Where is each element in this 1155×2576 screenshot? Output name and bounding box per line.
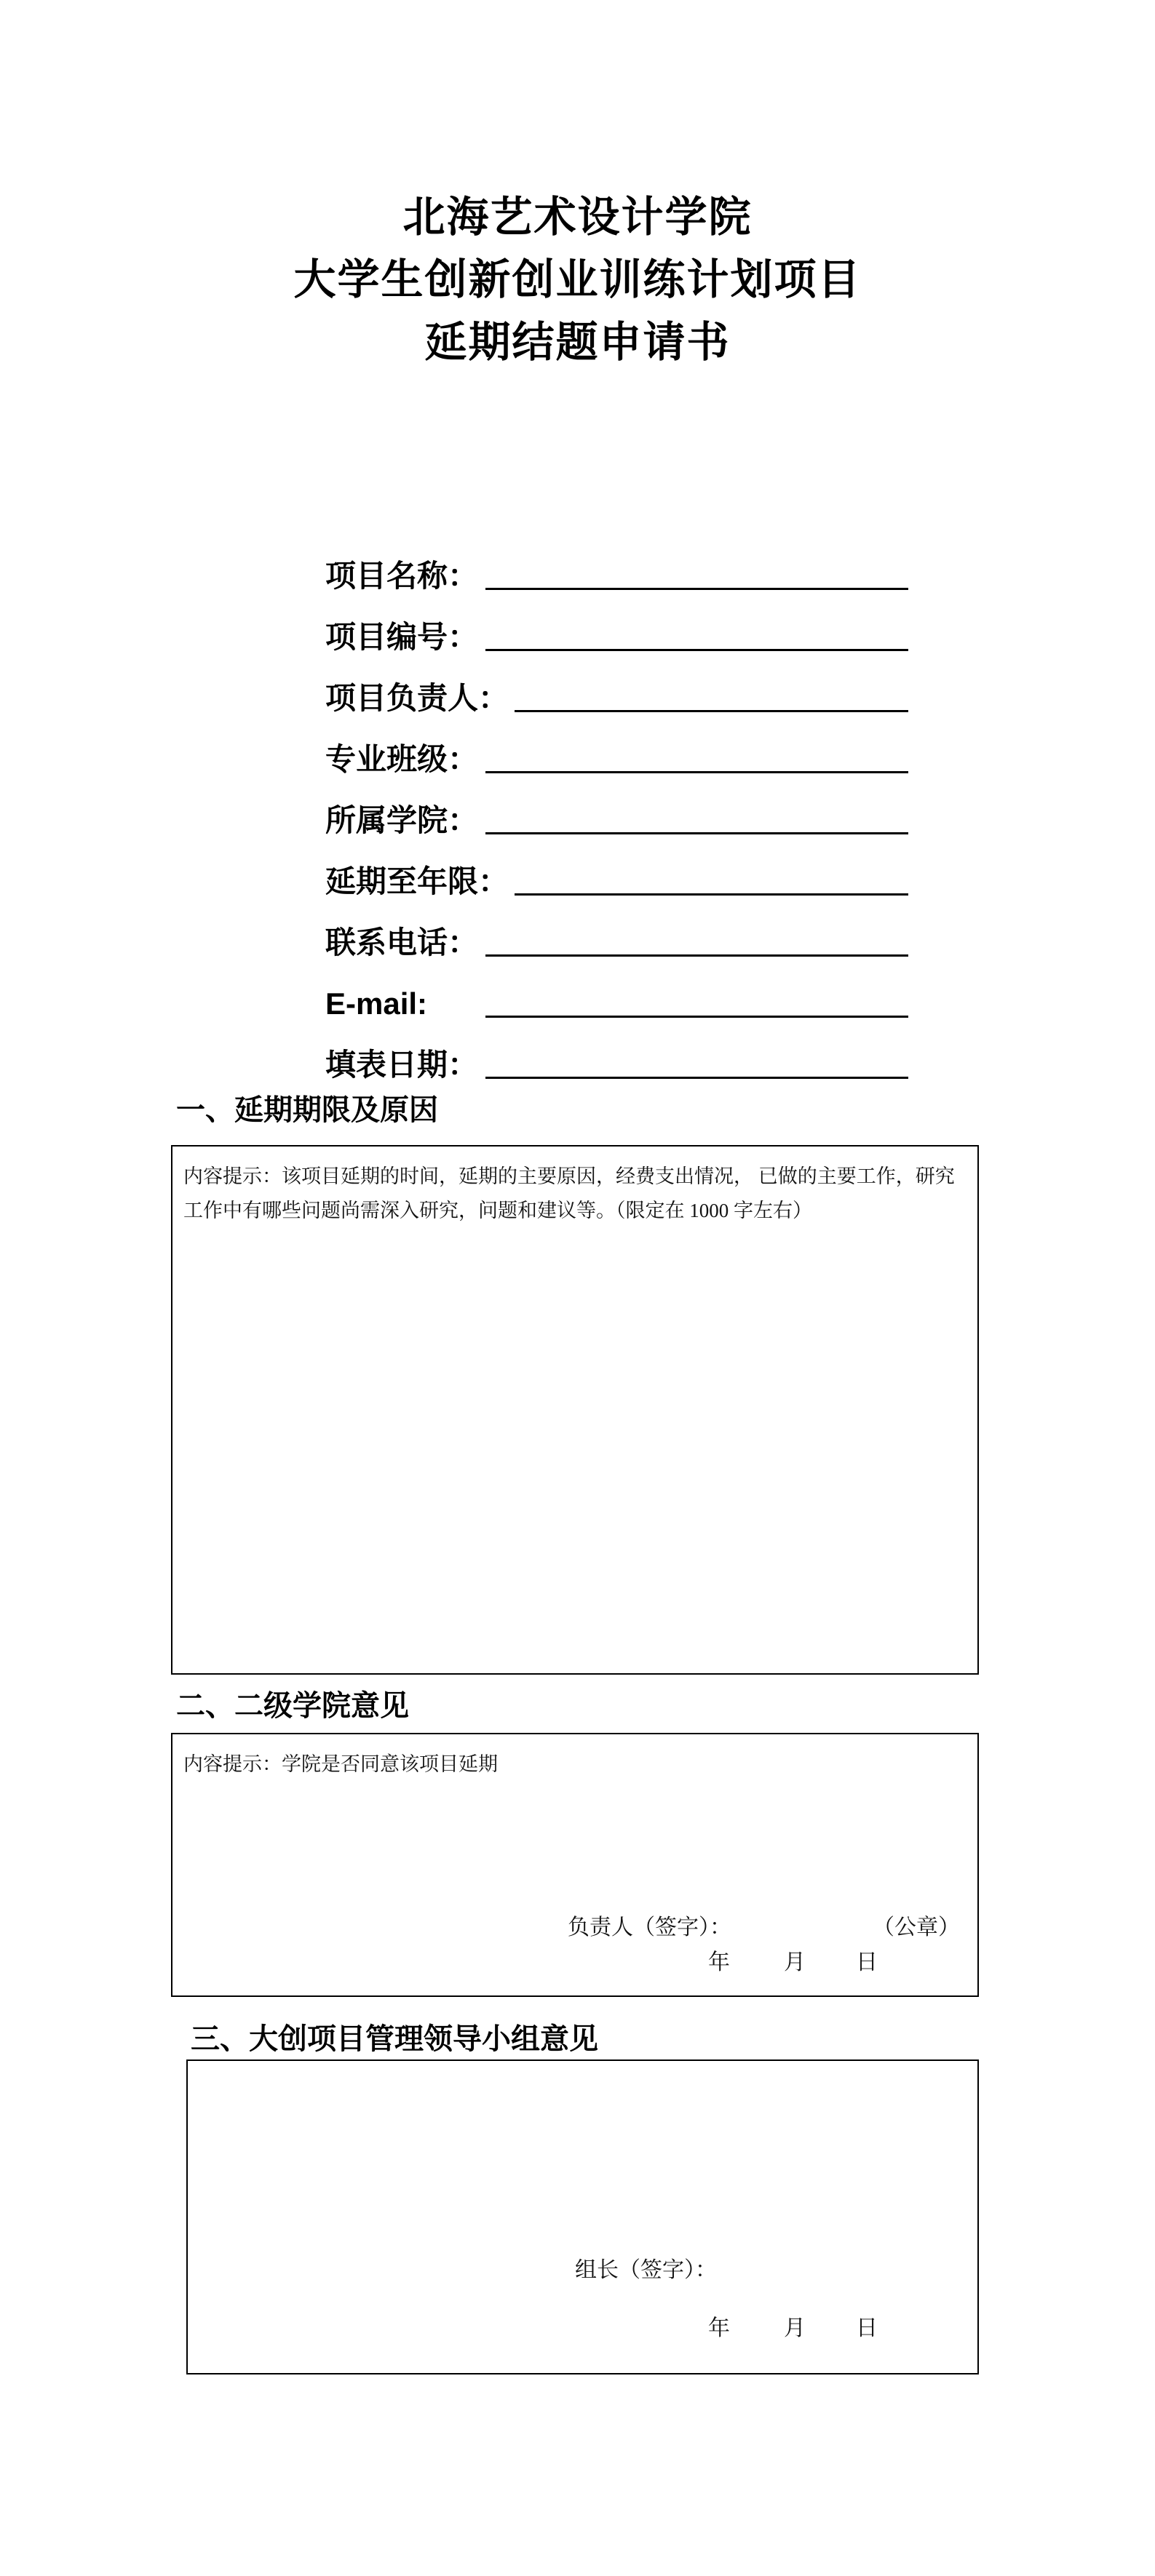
title-line-form-name: 延期结题申请书 [424,319,731,366]
field-blank-fill-date[interactable] [485,1034,908,1079]
field-blank-phone[interactable] [485,912,908,957]
section-2-date-month-label: 月 [784,1950,806,1974]
field-row-email [325,973,908,1034]
section-3-date-month-label: 月 [784,2316,806,2340]
section-1-hint-line-2: 工作中有哪些问题尚需深入研究，问题和建议等。（限定在 1000 字左右） [183,1200,812,1221]
section-1-hint-line-1: 内容提示：该项目延期的时间，延期的主要原因，经费支出情况， 已做的主要工作，研究 [183,1165,955,1187]
section-3-content-box[interactable] [186,2059,979,2374]
field-row-college [325,790,908,851]
title-line-program: 大学生创新创业训练计划项目 [293,256,862,303]
field-blank-major-class[interactable] [485,729,908,773]
field-blank-extension-deadline[interactable] [515,851,908,896]
field-label-major-class: 专业班级： [325,742,479,776]
field-blank-project-name[interactable] [485,546,908,590]
field-label-fill-date: 填表日期： [325,1048,479,1082]
field-label-project-number: 项目编号： [325,620,479,654]
field-blank-email[interactable] [485,973,908,1018]
section-2-hint: 内容提示：学院是否同意该项目延期 [183,1753,498,1775]
section-2-content-box[interactable] [171,1733,979,1997]
section-3-date-day-label: 日 [856,2316,878,2340]
section-2-heading: 二、二级学院意见 [176,1690,409,1722]
field-label-project-leader: 项目负责人： [325,681,509,715]
section-2-date-day-label: 日 [856,1950,878,1974]
field-row-project-leader [325,668,908,729]
form-fields [325,546,908,1096]
field-label-phone: 联系电话： [325,925,479,960]
document-title [0,186,1155,374]
field-row-project-number [325,607,908,668]
section-3-leader-signature-label: 组长（签字）： [575,2258,717,2282]
section-2-date-year-label: 年 [708,1950,730,1974]
field-row-fill-date [325,1034,908,1096]
section-2-signer-signature-label: 负责人（签字）： [568,1915,731,1939]
section-3-date-year-label: 年 [708,2316,730,2340]
section-1-heading: 一、延期期限及原因 [176,1094,438,1126]
field-label-college: 所属学院： [325,803,479,837]
section-1-content-box[interactable] [171,1145,979,1675]
field-row-phone [325,912,908,973]
field-blank-college[interactable] [485,790,908,834]
field-label-extension-deadline: 延期至年限： [325,864,509,898]
field-row-project-name [325,546,908,607]
title-line-institution: 北海艺术设计学院 [402,194,753,241]
section-3-heading: 三、大创项目管理领导小组意见 [191,2023,598,2055]
field-row-extension-deadline [325,851,908,912]
field-blank-project-number[interactable] [485,607,908,651]
field-label-email: E-mail: [325,986,428,1021]
field-blank-project-leader[interactable] [515,668,908,712]
field-row-major-class [325,729,908,790]
section-2-official-seal-label: （公章） [873,1915,960,1939]
field-label-project-name: 项目名称： [325,559,479,593]
